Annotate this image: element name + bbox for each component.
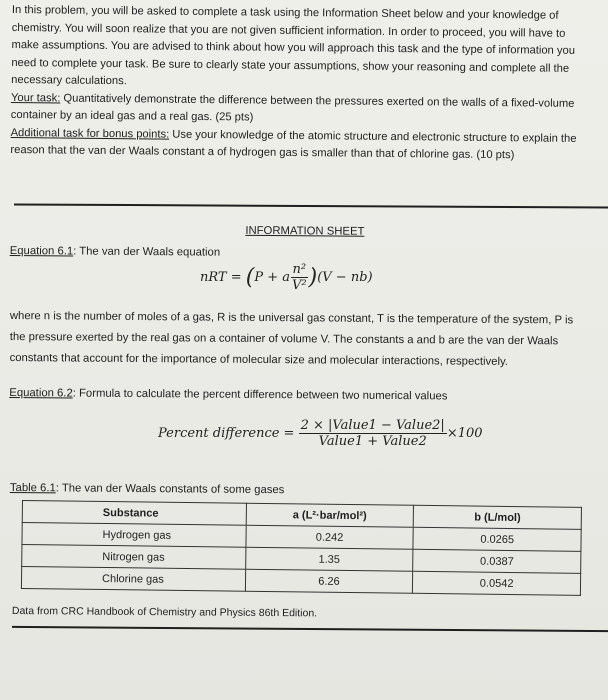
bonus-text-cont: reason that the van der Waals constant a of hydrogen gas is smaller than that of chlorine gas. (10 pts)	[10, 143, 515, 162]
pd-num: 2 × |Value1 − Value2|	[300, 418, 445, 433]
vdw-fraction	[290, 262, 309, 293]
desc-line: constants that account for the importance of molecular size and molecular interactions, respectively.	[9, 351, 508, 368]
desc-line: the pressure exerted by the real gas on a container of volume V. The constants a and b are the van der Waals	[9, 330, 559, 348]
percent-difference-formula	[158, 418, 483, 449]
task-text-cont: container by an ideal gas and a real gas. (25 pts)	[10, 108, 254, 124]
pd-den: Value1 + Value2	[318, 434, 427, 449]
variable-description	[9, 306, 600, 409]
bonus-label: Additional task for bonus points:	[10, 126, 170, 141]
eq1-text: : The van der Waals equation	[73, 245, 221, 259]
eq2-label: Equation 6.2	[9, 386, 73, 400]
van-der-waals-equation: nRT = (P + a $\frac{\text{n²}}{\text{V²}}$ )(V − nb)	[200, 262, 373, 293]
bottom-divider	[12, 626, 608, 632]
vdw-num: n²	[292, 262, 307, 277]
pd-mult: ×100	[446, 426, 483, 441]
task-label: Your task:	[10, 91, 61, 105]
intro-line: In this problem, you will be asked to complete a task using the Information Sheet below and your knowledge of	[11, 3, 559, 22]
intro-line: need to complete your task. Be sure to clearly state your assumptions, show your reasoning and complete all the	[11, 56, 570, 75]
vdw-den: V²	[292, 278, 307, 293]
cell-b: 0.0387	[413, 549, 581, 573]
intro-line: chemistry. You will soon realize that you are not given sufficient information. In order to proceed, you will have to	[11, 21, 566, 40]
cell-b: 0.0542	[413, 571, 581, 595]
table-label: Table 6.1	[9, 481, 56, 495]
bonus-text: Use your knowledge of the atomic structure and electronic structure to explain the	[169, 128, 577, 145]
intro-line: necessary calculations.	[11, 73, 127, 88]
information-sheet	[10, 218, 600, 267]
table-source: Data from CRC Handbook of Chemistry and Physics 86th Edition.	[11, 604, 318, 620]
info-sheet-title: INFORMATION SHEET	[245, 224, 365, 238]
section-divider	[14, 203, 608, 208]
desc-line: where n is the number of moles of a gas, R is the universal gas constant, T is the temperature of the system, P is	[9, 309, 574, 327]
pd-label: Percent difference =	[158, 426, 295, 441]
pd-fraction	[299, 418, 447, 449]
equation-6-2-heading	[9, 383, 599, 409]
task-text: Quantitatively demonstrate the difference between the pressures exerted on the walls of a fixed-volume	[60, 92, 575, 110]
table-text: : The van der Waals constants of some gases	[55, 482, 285, 497]
table-caption	[10, 477, 600, 504]
cell-substance: Hydrogen gas	[22, 523, 246, 548]
eq1-label: Equation 6.1	[9, 244, 74, 258]
cell-a: 6.26	[245, 569, 413, 593]
vdw-lhs: nRT =	[200, 270, 246, 285]
cell-a: 0.242	[246, 525, 414, 549]
cell-a: 1.35	[245, 547, 413, 571]
header-b: b (L/mol)	[413, 505, 581, 529]
van-der-waals-table	[21, 500, 582, 596]
header-a: a (L²·bar/mol²)	[246, 503, 414, 527]
intro-line: make assumptions. You are advised to think about how you will approach this task and the type of information you	[11, 38, 576, 57]
problem-intro	[10, 2, 604, 166]
vdw-rhs: (V − nb)	[317, 270, 373, 285]
vdw-p: P + a	[254, 270, 291, 285]
cell-substance: Chlorine gas	[21, 567, 245, 592]
cell-substance: Nitrogen gas	[22, 545, 246, 570]
header-substance: Substance	[22, 501, 246, 526]
cell-b: 0.0265	[413, 527, 581, 551]
eq2-text: : Formula to calculate the percent difference between two numerical values	[72, 387, 448, 403]
